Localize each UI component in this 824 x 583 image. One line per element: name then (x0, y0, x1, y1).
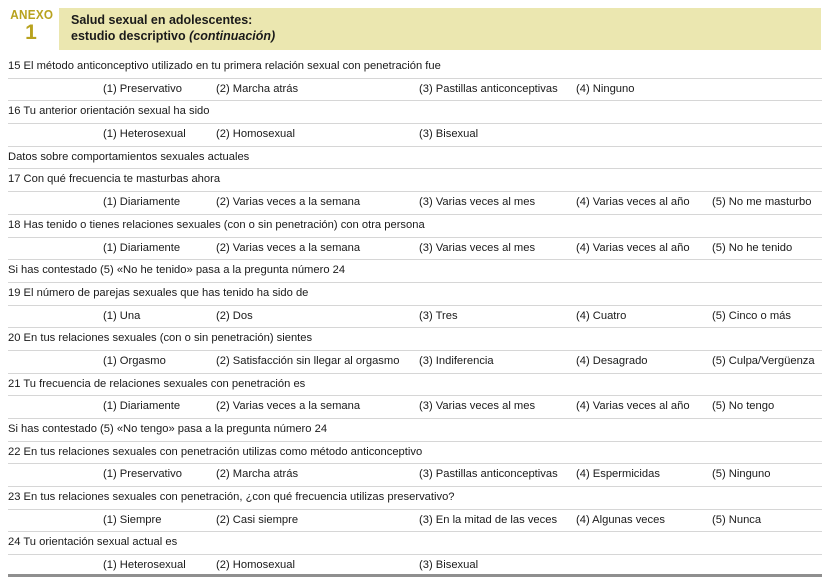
question-row (8, 56, 822, 79)
options-row (8, 510, 822, 533)
question-row (8, 419, 822, 442)
question-row (8, 101, 822, 124)
answer-option: (5) Cinco o más (712, 309, 791, 322)
answer-option: (2) Varias veces a la semana (216, 196, 361, 209)
answer-option: (4) Varias veces al año (576, 241, 690, 254)
page-subtitle (71, 29, 275, 43)
answer-option: (2) Varias veces a la semana (216, 400, 361, 413)
options-row (8, 396, 822, 419)
question-text: 17 Con qué frecuencia te masturbas ahora (8, 173, 221, 186)
options-row (8, 464, 822, 487)
options-row (8, 238, 822, 261)
answer-option: (1) Una (103, 309, 141, 322)
answer-option: (3) Tres (419, 309, 458, 322)
question-row (8, 328, 822, 351)
question-row (8, 283, 822, 306)
answer-option: (1) Heterosexual (103, 128, 186, 141)
question-text: 23 En tus relaciones sexuales con penetración, ¿con qué frecuencia utilizas preservativo? (8, 491, 455, 504)
answer-option: (4) Algunas veces (576, 513, 665, 526)
answer-option: (5) Culpa/Vergüenza (712, 354, 815, 367)
answer-option: (3) Bisexual (419, 128, 479, 141)
answer-option: (2) Dos (216, 309, 253, 322)
answer-option: (3) Varias veces al mes (419, 241, 536, 254)
question-text: 22 En tus relaciones sexuales con penetración utilizas como método anticonceptivo (8, 445, 423, 458)
question-text: 18 Has tenido o tienes relaciones sexuales (con o sin penetración) con otra persona (8, 218, 425, 231)
answer-option: (3) Pastillas anticonceptivas (419, 82, 558, 95)
options-row (8, 124, 822, 147)
title-bar (59, 8, 821, 50)
options-row (8, 351, 822, 374)
subtitle-italic: (continuación) (189, 29, 276, 43)
question-row (8, 147, 822, 170)
answer-option: (1) Preservativo (103, 468, 182, 481)
question-text: Si has contestado (5) «No tengo» pasa a la pregunta número 24 (8, 423, 328, 435)
answer-option: (1) Siempre (103, 513, 162, 526)
question-row (8, 169, 822, 192)
answer-option: (2) Satisfacción sin llegar al orgasmo (216, 354, 400, 367)
question-row (8, 487, 822, 510)
answer-option: (2) Marcha atrás (216, 82, 299, 95)
answer-option: (2) Varias veces a la semana (216, 241, 361, 254)
question-row (8, 374, 822, 397)
question-row (8, 442, 822, 465)
header (0, 0, 824, 52)
question-text: 21 Tu frecuencia de relaciones sexuales con penetración es (8, 377, 306, 390)
annex-badge (8, 8, 54, 46)
answer-option: (4) Varias veces al año (576, 196, 690, 209)
questionnaire-table (8, 56, 822, 578)
answer-option: (4) Desagrado (576, 354, 648, 367)
annex-label: ANEXO (10, 7, 54, 22)
answer-option: (1) Orgasmo (103, 354, 166, 367)
answer-option: (1) Heterosexual (103, 559, 186, 572)
answer-option: (5) No me masturbo (712, 196, 812, 209)
answer-option: (1) Preservativo (103, 82, 182, 95)
answer-option: (1) Diariamente (103, 400, 181, 413)
question-text: Datos sobre comportamientos sexuales actuales (8, 150, 250, 163)
answer-option: (5) No he tenido (712, 241, 793, 254)
answer-option: (2) Casi siempre (216, 513, 299, 526)
answer-option: (1) Diariamente (103, 196, 181, 209)
answer-option: (5) Nunca (712, 513, 762, 526)
answer-option: (3) En la mitad de las veces (419, 513, 558, 526)
answer-option: (4) Espermicidas (576, 468, 660, 481)
question-text: 16 Tu anterior orientación sexual ha sido (8, 105, 210, 118)
answer-option: (3) Pastillas anticonceptivas (419, 468, 558, 481)
question-text: 24 Tu orientación sexual actual es (8, 536, 178, 549)
bottom-rule (8, 574, 822, 577)
subtitle-main: estudio descriptivo (71, 29, 190, 43)
answer-option: (2) Marcha atrás (216, 468, 299, 481)
options-row (8, 79, 822, 102)
answer-option: (3) Bisexual (419, 559, 479, 572)
answer-option: (4) Cuatro (576, 309, 627, 322)
answer-option: (5) No tengo (712, 400, 775, 413)
answer-option: (1) Diariamente (103, 241, 181, 254)
options-row (8, 192, 822, 215)
annex-number: 1 (25, 21, 37, 44)
answer-option: (4) Ninguno (576, 82, 635, 95)
answer-option: (2) Homosexual (216, 128, 295, 141)
question-text: 15 El método anticonceptivo utilizado en tu primera relación sexual con penetración fue (8, 60, 441, 72)
answer-option: (3) Varias veces al mes (419, 196, 536, 209)
question-text: 19 El número de parejas sexuales que has tenido ha sido de (8, 286, 309, 299)
answer-option: (5) Ninguno (712, 468, 771, 481)
question-row (8, 532, 822, 555)
answer-option: (2) Homosexual (216, 559, 295, 572)
answer-option: (4) Varias veces al año (576, 400, 690, 413)
answer-option: (3) Indiferencia (419, 354, 494, 367)
question-text: Si has contestado (5) «No he tenido» pasa a la pregunta número 24 (8, 264, 346, 277)
answer-option: (3) Varias veces al mes (419, 400, 536, 413)
question-row (8, 215, 822, 238)
options-row (8, 306, 822, 329)
question-text: 20 En tus relaciones sexuales (con o sin penetración) sientes (8, 332, 313, 345)
question-row (8, 260, 822, 283)
page-title: Salud sexual en adolescentes: (71, 13, 253, 27)
